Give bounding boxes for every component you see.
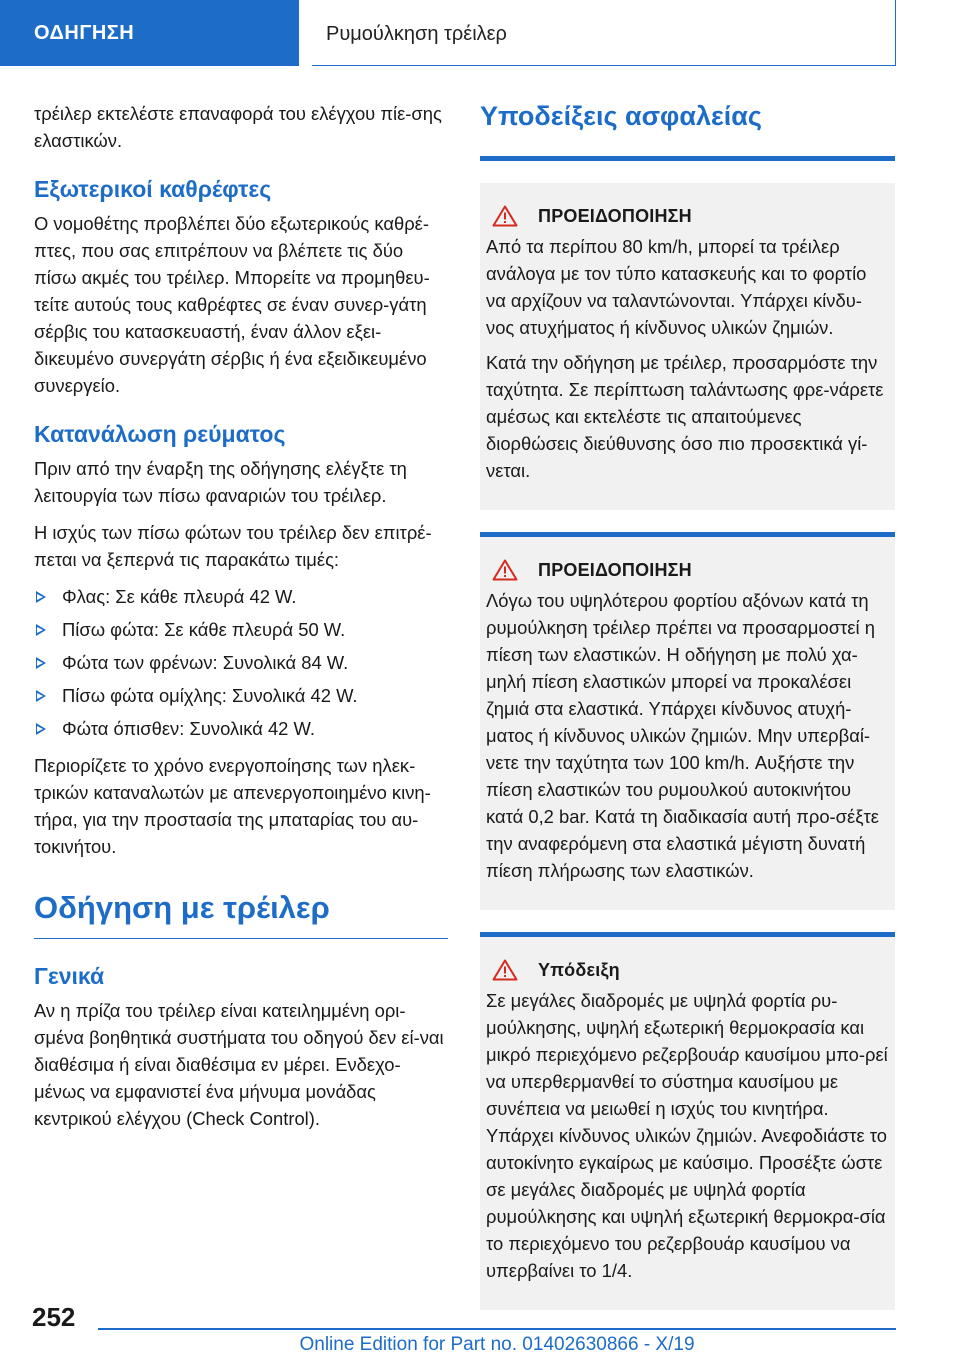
list-item	[34, 616, 448, 643]
list-item-text: Φώτα όπισθεν: Συνολικά 42 W.	[62, 718, 315, 739]
chapter-title: Ρυμούλκηση τρέιλερ	[312, 0, 896, 66]
note-title: Υπόδειξη	[538, 959, 620, 980]
mirrors-heading: Εξωτερικοί καθρέφτες	[34, 176, 272, 202]
list-item	[34, 715, 448, 742]
left-column	[34, 100, 448, 1142]
power-paragraph-3: Περιορίζετε το χρόνο ενεργοποίησης των ηλεκ-τρικών καταναλωτών με απενεργοποιημένο κινη-τήρα, για την προστασία της μπαταρίας του αυ-τοκινήτου.	[34, 755, 431, 857]
warning-title: ΠΡΟΕΙΔΟΠΟΙΗΣΗ	[538, 205, 692, 226]
section-tab: ΟΔΗΓΗΣΗ	[0, 0, 299, 66]
mirrors-paragraph: Ο νομοθέτης προβλέπει δύο εξωτερικούς καθρέ-πτες, που σας επιτρέπουν να βλέπετε τις δύο πίσω ακμές του τρέιλερ. Μπορείτε να προμηθευ-τείτε αυτούς τους καθρέφτες σε έναν συνερ-γάτη σέρβις του κατασκευαστή, έναν άλλον εξει-δικευμένο συνεργάτη σέρβις ή ένα εξειδικευμένο συνεργείο.	[34, 213, 430, 396]
power-limits-list	[34, 583, 448, 742]
warning-paragraph: Κατά την οδήγηση με τρέιλερ, προσαρμόστε την ταχύτητα. Σε περίπτωση ταλάντωσης φρε-νάρετε αμέσως και εκτελέστε τις απαιτούμενες διορθώσεις διεύθυνσης όσο πιο προσεκτικά γί-νεται.	[486, 352, 884, 481]
list-item-text: Φλας: Σε κάθε πλευρά 42 W.	[62, 586, 297, 607]
list-item-text: Φώτα των φρένων: Συνολικά 84 W.	[62, 652, 349, 673]
note-header	[486, 959, 889, 981]
warning-box-1	[480, 183, 895, 510]
driving-heading: Οδήγηση με τρέιλερ	[34, 888, 448, 939]
list-item-text: Πίσω φώτα ομίχλης: Συνολικά 42 W.	[62, 685, 358, 706]
warning-header	[486, 559, 889, 581]
bullet-triangle-icon	[36, 723, 46, 735]
warning-header	[486, 205, 889, 227]
general-heading: Γενικά	[34, 963, 105, 989]
right-column	[480, 96, 895, 1310]
safety-heading: Υποδείξεις ασφαλείας	[480, 96, 895, 161]
power-paragraph-2: Η ισχύς των πίσω φώτων του τρέιλερ δεν επιτρέ-πεται να ξεπερνά τις παρακάτω τιμές:	[34, 522, 432, 570]
warning-paragraph: Από τα περίπου 80 km/h, μπορεί τα τρέιλερ ανάλογα με τον τύπο κατασκευής και το φορτίο να αρχίζουν να ταλαντώνονται. Υπάρχει κίνδυ-νος ατυχήματος ή κίνδυνος υλικών ζημιών.	[486, 236, 867, 338]
page-header	[0, 0, 960, 66]
note-paragraph: Σε μεγάλες διαδρομές με υψηλά φορτία ρυ-μούλκησης, υψηλή εξωτερική θερμοκρασία και μικρό περιεχόμενο ρεζερβουάρ καυσίμου μπο-ρεί να υπερθερμανθεί το σύστημα καυσίμου με συνέπεια να μειωθεί η ισχύς του κινητήρα. Υπάρχει κίνδυνος υλικών ζημιών. Ανεφοδιάστε το αυτοκίνητο εγκαίρως με καύσιμο. Προσέξτε ώστε σε μεγάλες διαδρομές με υψηλά φορτία ρυμούλκησης και υψηλή εξωτερική θερμοκρα-σία το περιεχόμενο του ρεζερβουάρ καυσίμου να υπερβαίνει το 1/4.	[486, 990, 888, 1281]
warning-box-2	[480, 537, 895, 910]
intro-paragraph: τρέιλερ εκτελέστε επαναφορά του ελέγχου πίε-σης ελαστικών.	[34, 103, 442, 151]
list-item-text: Πίσω φώτα: Σε κάθε πλευρά 50 W.	[62, 619, 346, 640]
bullet-triangle-icon	[36, 591, 46, 603]
power-paragraph-1: Πριν από την έναρξη της οδήγησης ελέγξτε τη λειτουργία των πίσω φαναριών του τρέιλερ.	[34, 458, 407, 506]
general-paragraph: Αν η πρίζα του τρέιλερ είναι κατειλημμένη ορι-σμένα βοηθητικά συστήματα του οδηγού δεν εί-ναι διαθέσιμα ή είναι διαθέσιμα εν μέρει. Ενδεχο-μένως να εμφανιστεί ένα μήνυμα μονάδας κεντρικού ελέγχου (Check Control).	[34, 1000, 444, 1129]
warning-title: ΠΡΟΕΙΔΟΠΟΙΗΣΗ	[538, 559, 692, 580]
list-item	[34, 649, 448, 676]
footer-divider	[98, 1328, 896, 1330]
warning-paragraph: Λόγω του υψηλότερου φορτίου αξόνων κατά τη ρυμούλκηση τρέιλερ πρέπει να προσαρμοστεί η πίεση των ελαστικών. Η οδήγηση με πολύ χα-μηλή πίεση ελαστικών μπορεί να προκαλέσει ζημιά στα ελαστικά. Υπάρχει κίνδυνος ατυχή-ματος ή κίνδυνος υλικών ζημιών. Μην υπερβαί-νετε την ταχύτητα των 100 km/h. Αυξήστε την πίεση ελαστικών του ρυμουλκού αυτοκινήτου κατά 0,2 bar. Κατά τη διαδικασία αυτή προ-σέξτε την αναφερόμενη στα ελαστικά μέγιστη δυνατή πίεση πλήρωσης των ελαστικών.	[486, 590, 879, 881]
warning-triangle-icon	[492, 959, 518, 981]
warning-triangle-icon	[492, 205, 518, 227]
list-item	[34, 583, 448, 610]
bullet-triangle-icon	[36, 657, 46, 669]
list-item	[34, 682, 448, 709]
warning-triangle-icon	[492, 559, 518, 581]
note-box	[480, 937, 895, 1310]
bullet-triangle-icon	[36, 690, 46, 702]
page-number: 252	[32, 1302, 76, 1332]
power-heading: Κατανάλωση ρεύματος	[34, 421, 286, 447]
footer-edition: Online Edition for Part no. 01402630866 - X/19	[299, 1334, 695, 1355]
bullet-triangle-icon	[36, 624, 46, 636]
